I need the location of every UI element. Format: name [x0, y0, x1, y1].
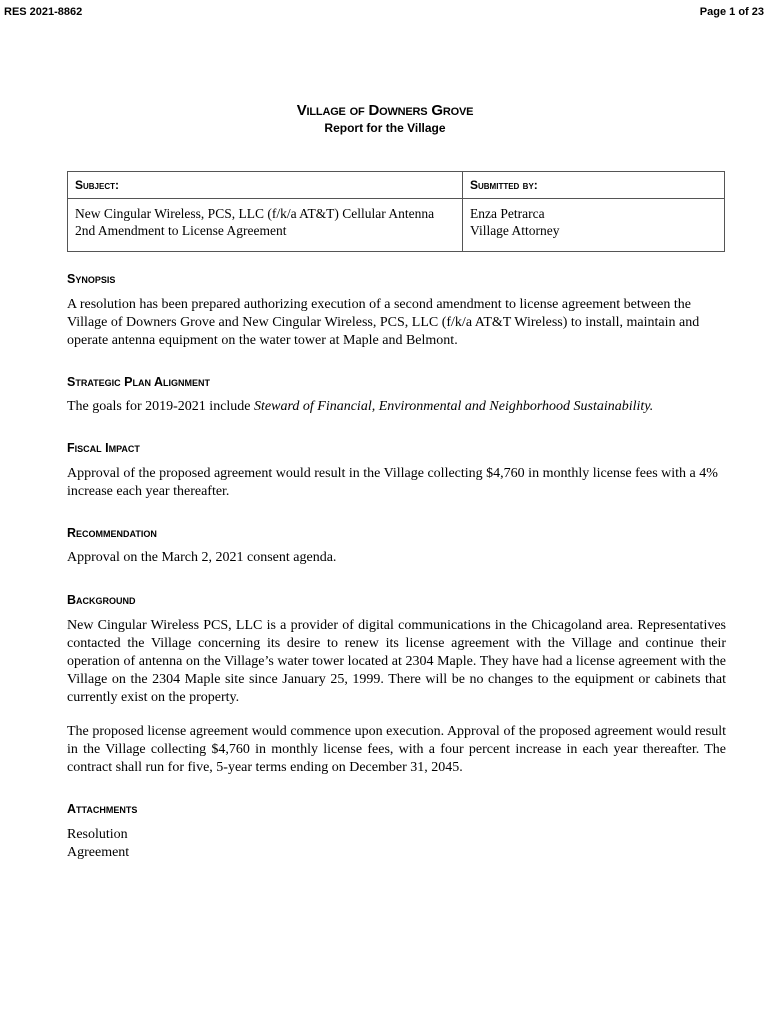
- subject-label: Subject:: [68, 172, 463, 199]
- strategic-plan-text: [67, 398, 726, 416]
- attachment-item: Agreement: [67, 845, 130, 860]
- document-title: Village of Downers Grove: [296, 102, 474, 119]
- recommendation-text: Approval on the March 2, 2021 consent agenda.: [67, 550, 337, 565]
- submitter-title: Village Attorney: [470, 223, 560, 238]
- submitted-by-value: [463, 199, 725, 252]
- subject-line-2: 2nd Amendment to License Agreement: [75, 223, 287, 238]
- subject-table-header-row: [68, 172, 725, 199]
- submitter-name: Enza Petrarca: [470, 206, 545, 221]
- document-id: RES 2021-8862: [4, 6, 83, 18]
- synopsis-text: A resolution has been prepared authorizing execution of a second amendment to license agreement between the Village of Downers Grove and New Cingular Wireless, PCS, LLC (f/k/a AT&T Wireless) to install, maintain and operate antenna equipment on the water tower at Maple and Belmont.: [67, 297, 700, 348]
- subject-value: [68, 199, 463, 252]
- page-number: Page 1 of 23: [699, 6, 764, 18]
- recommendation-heading: Recommendation: [67, 526, 157, 540]
- subject-line-1: New Cingular Wireless, PCS, LLC (f/k/a AT&T) Cellular Antenna: [75, 206, 435, 221]
- document-subtitle: Report for the Village: [324, 121, 446, 135]
- attachments-heading: Attachments: [67, 802, 138, 816]
- fiscal-impact-text: Approval of the proposed agreement would result in the Village collecting $4,760 in monthly license fees with a 4% increase each year thereafter.: [67, 466, 718, 499]
- submitted-by-label: Submitted by:: [463, 172, 725, 199]
- strategic-plan-goal: Steward of Financial, Environmental and Neighborhood Sustainability.: [254, 399, 654, 414]
- fiscal-impact-heading: Fiscal Impact: [67, 441, 140, 455]
- attachment-item: Resolution: [67, 827, 128, 842]
- synopsis-heading: Synopsis: [67, 272, 116, 286]
- strategic-plan-heading: Strategic Plan Alignment: [67, 375, 211, 389]
- strategic-plan-text-prefix: The goals for 2019-2021 include: [67, 399, 255, 414]
- attachments-list: [67, 826, 726, 862]
- background-paragraph-1: New Cingular Wireless PCS, LLC is a provider of digital communications in the Chicagoland area. Representatives contacted the Village concerning its desire to renew its license agreement with the Village and continue their operation of antenna on the Village’s water tower located at 2304 Maple. They have had a license agreement with the Village on the 2304 Maple site since January 25, 1999. There will be no changes to the equipment or cabinets that currently exist on the property.: [67, 618, 726, 705]
- subject-table-body-row: [68, 199, 725, 252]
- background-heading: Background: [67, 593, 136, 607]
- title-block: [0, 102, 770, 135]
- background-paragraph-2: The proposed license agreement would commence upon execution. Approval of the proposed agreement would result in the Village collecting $4,760 in monthly license fees, with a four percent increase in each year thereafter. The contract shall run for five, 5-year terms ending on December 31, 2045.: [67, 724, 726, 775]
- subject-table: [67, 171, 725, 252]
